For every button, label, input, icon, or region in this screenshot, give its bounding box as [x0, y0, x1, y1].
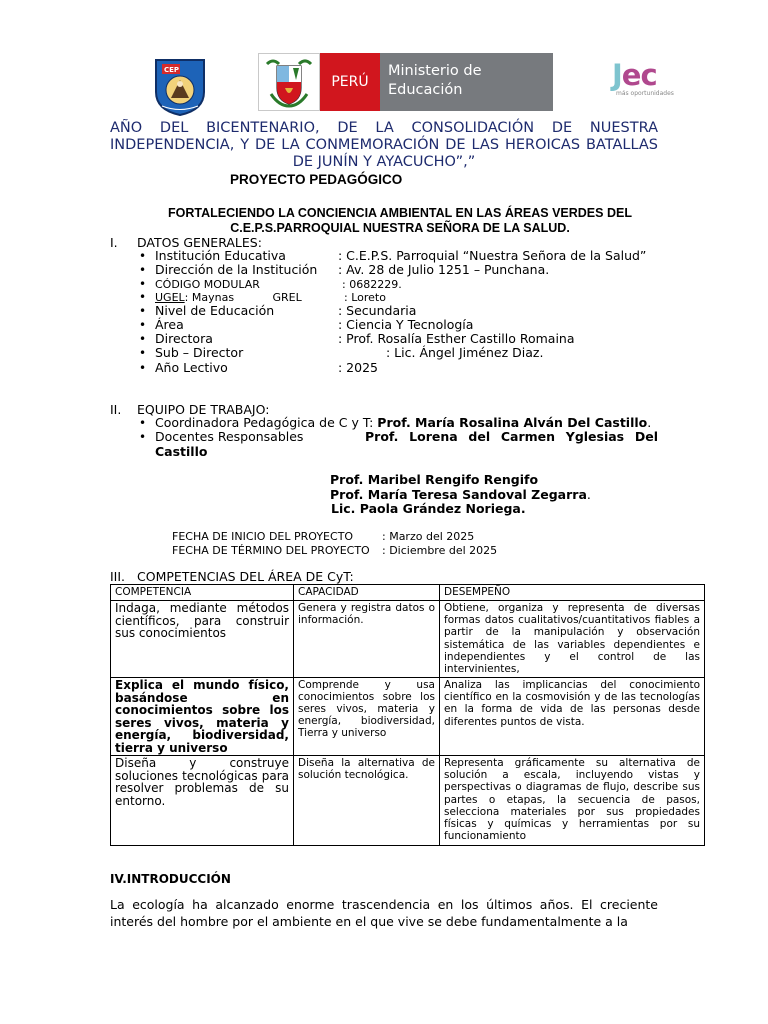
- column-header: COMPETENCIA: [111, 585, 294, 601]
- list-item: [138, 291, 658, 304]
- field-value: : Loreto: [344, 290, 386, 304]
- end-date-label: FECHA DE TÉRMINO DEL PROYECTO: [172, 544, 370, 557]
- field-label: • Institución Educativa: [155, 248, 286, 263]
- capacidad-cell: Diseña la alternativa de solución tecnológica.: [294, 756, 440, 846]
- table-row: [111, 756, 705, 846]
- list-item: • Coordinadora Pedagógica de C y T: Prof. María Rosalina Alván Del Castillo.: [138, 416, 658, 430]
- section-3-heading: [110, 569, 354, 584]
- competencia-cell: Explica el mundo físico, basándose en conocimientos sobre los seres vivos, materia y energía, biodiversidad, tierra y universo: [111, 678, 294, 756]
- end-date-value: : Diciembre del 2025: [382, 544, 498, 557]
- table-row: [111, 678, 705, 756]
- coordinator-label: Coordinadora Pedagógica de C y T:: [155, 415, 378, 430]
- ministry-label: [380, 53, 553, 111]
- list-item: [138, 430, 658, 459]
- ministry-line-2: Educación: [388, 82, 463, 98]
- list-item: [138, 304, 658, 318]
- field-value: : Av. 28 de Julio 1251 – Punchana.: [338, 262, 550, 278]
- list-item: [138, 346, 658, 360]
- field-value: : 0682229.: [342, 277, 402, 291]
- team-list: [138, 416, 658, 459]
- desempeno-cell: Obtiene, organiza y representa de diversas formas datos cualitativos/cuantitativos fiables a partir de la manipulación y observación sistemática de las variables dependientes e independientes y el control de las intervinientes,: [440, 601, 705, 678]
- competencies-table: [110, 584, 705, 846]
- list-item: [138, 318, 658, 332]
- field-value: : Prof. Rosalía Esther Castillo Romaina: [338, 331, 575, 347]
- list-item: [138, 263, 658, 277]
- svg-text:CEP: CEP: [164, 66, 180, 74]
- list-item: [138, 278, 658, 291]
- docente-name: Prof. María Teresa Sandoval Zegarra.: [330, 487, 591, 502]
- field-label: • Área: [155, 316, 184, 332]
- field-label: • Directora: [155, 331, 213, 347]
- ministry-line-1: Ministerio de: [388, 63, 482, 79]
- section-2-number: II.: [110, 402, 122, 417]
- school-crest-logo: [154, 58, 206, 116]
- section-3-number: III.: [110, 569, 126, 584]
- start-date-label: FECHA DE INICIO DEL PROYECTO: [172, 530, 354, 543]
- list-item: [138, 332, 658, 346]
- field-value: : 2025: [338, 359, 378, 375]
- start-date-row: [172, 530, 497, 544]
- competencia-cell: Indaga, mediante métodos científicos, para construir sus conocimientos: [111, 601, 294, 678]
- project-title: FORTALECIENDO LA CONCIENCIA AMBIENTAL EN LAS ÁREAS VERDES DEL C.E.P.S.PARROQUIAL NUESTRA SEÑORA DE LA SALUD.: [168, 206, 632, 235]
- capacidad-cell: Comprende y usa conocimientos sobre los seres vivos, materia y energía, biodiversidad, Tierra y universo: [294, 678, 440, 756]
- field-label: • UGEL: Maynas GREL: [155, 290, 302, 304]
- section-2-title: EQUIPO DE TRABAJO:: [137, 402, 270, 417]
- intro-paragraph: La ecología ha alcanzado enorme trascendencia en los últimos años. El creciente interés del hombre por el ambiente en el que vive se debe fundamentalmente a la: [110, 897, 658, 929]
- jec-logo: Jec más oportunidades: [612, 60, 692, 104]
- section-4-title: IV.INTRODUCCIÓN: [110, 872, 231, 886]
- docente-name: Lic. Paola Grández Noriega.: [331, 501, 526, 516]
- list-item: [138, 249, 658, 263]
- field-value: : C.E.P.S. Parroquial “Nuestra Señora de la Salud”: [338, 248, 647, 263]
- field-label: • Nivel de Educación: [155, 302, 275, 318]
- year-title: AÑO DEL BICENTENARIO, DE LA CONSOLIDACIÓN DE NUESTRA INDEPENDENCIA, Y DE LA CONMEMORACIÓN DE LAS HEROICAS BATALLAS DE JUNÍN Y AYACUCHO”,”: [110, 120, 658, 170]
- field-value: : Secundaria: [338, 302, 417, 318]
- jec-tagline: más oportunidades: [616, 90, 674, 97]
- field-value: : Lic. Ángel Jiménez Diaz.: [386, 345, 544, 361]
- field-label: • CÓDIGO MODULAR: [155, 277, 260, 291]
- general-data-list: [138, 249, 658, 375]
- field-label: • Dirección de la Institución: [155, 262, 318, 278]
- docentes-label: • Docentes Responsables: [155, 429, 304, 445]
- section-1-title: DATOS GENERALES:: [137, 235, 262, 250]
- capacidad-cell: Genera y registra datos o información.: [294, 601, 440, 678]
- table-header-row: [111, 585, 705, 601]
- docente-name: Prof. Maribel Rengifo Rengifo: [330, 472, 539, 487]
- column-header: CAPACIDAD: [294, 585, 440, 601]
- minedu-logo: [258, 53, 553, 111]
- list-item: [138, 361, 658, 375]
- peru-label: PERÚ: [320, 53, 380, 111]
- field-label: • Sub – Director: [155, 345, 244, 361]
- field-label: • Año Lectivo: [155, 359, 228, 375]
- desempeno-cell: Analiza las implicancias del conocimiento científico en la cosmovisión y de las tecnologías en la forma de vida de las personas desde diferentes puntos de vista.: [440, 678, 705, 756]
- competencia-cell: Diseña y construye soluciones tecnológicas para resolver problemas de su entorno.: [111, 756, 294, 846]
- field-value: : Ciencia Y Tecnología: [338, 316, 474, 332]
- table-row: [111, 601, 705, 678]
- start-date-value: : Marzo del 2025: [382, 530, 475, 543]
- docente-name: Prof. Lorena del Carmen Yglesias Del Castillo: [155, 429, 658, 459]
- peru-coat-of-arms-icon: [258, 53, 320, 111]
- end-date-row: [172, 544, 497, 558]
- section-1-number: I.: [110, 235, 118, 250]
- coordinator-name: Prof. María Rosalina Alván Del Castillo: [377, 415, 648, 430]
- column-header: DESEMPEÑO: [440, 585, 705, 601]
- project-dates: [172, 530, 497, 558]
- project-label: PROYECTO PEDAGÓGICO: [230, 172, 403, 187]
- section-3-title: COMPETENCIAS DEL ÁREA DE CyT:: [137, 569, 354, 584]
- desempeno-cell: Representa gráficamente su alternativa de solución a escala, incluyendo vistas y perspectivas o diagramas de flujo, describe sus partes o etapas, la secuencia de pasos, selecciona materiales por sus propiedades físicas y químicas y herramientas por su funcionamiento: [440, 756, 705, 846]
